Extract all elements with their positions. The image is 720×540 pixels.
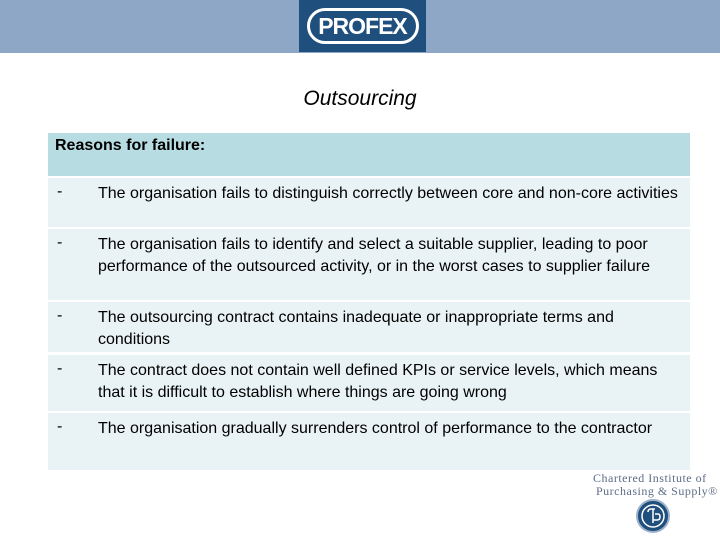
table-row [48, 355, 690, 411]
table-row [48, 302, 690, 352]
profex-logo-wordmark: PROFEX [307, 8, 419, 44]
table-header: Reasons for failure: [48, 133, 690, 176]
bullet-dash: - [57, 234, 63, 251]
table-row [48, 229, 690, 300]
cips-emblem-icon [636, 499, 670, 533]
table-row [48, 413, 690, 470]
row-text: The outsourcing contract contains inadequate or inappropriate terms and conditions [98, 309, 614, 348]
table-row [48, 178, 690, 227]
bullet-dash: - [57, 183, 63, 200]
cips-logo [593, 472, 718, 538]
bullet-dash: - [57, 418, 63, 435]
cips-name-line2: Purchasing & Supply® [596, 484, 718, 498]
row-text: The organisation fails to identify and select a suitable supplier, leading to poor performance of the outsourced activity, or in the worst cases to supplier failure [98, 236, 650, 275]
bullet-dash: - [57, 307, 63, 324]
row-text: The contract does not contain well defined KPIs or service levels, which means that it is difficult to establish where things are going wrong [98, 362, 658, 401]
bullet-dash: - [57, 360, 63, 377]
row-text: The organisation gradually surrenders control of performance to the contractor [98, 420, 653, 437]
row-text: The organisation fails to distinguish correctly between core and non-core activities [98, 185, 678, 202]
profex-logo [299, 0, 426, 52]
cips-name-line1: Chartered Institute of [593, 471, 707, 485]
slide-title: Outsourcing [303, 87, 417, 110]
